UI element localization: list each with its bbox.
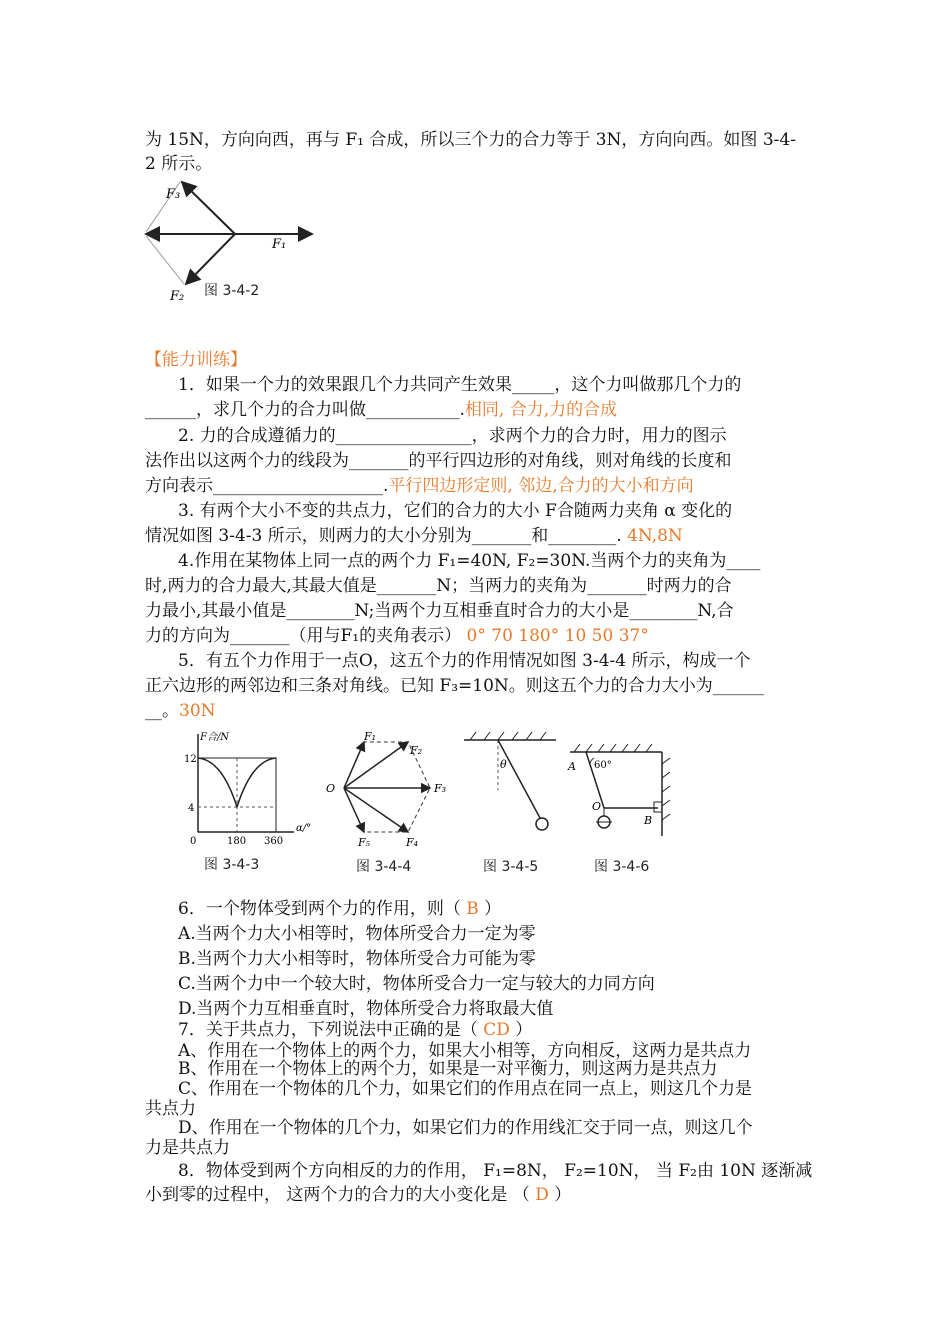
- q1-answer: 相同, 合力,力的合成: [464, 400, 618, 420]
- svg-text:F₂: F₂: [410, 744, 423, 757]
- q6-option-c: C.当两个力中一个较大时，物体所受合力一定与较大的力同方向: [178, 974, 655, 994]
- q4-line-1: 4.作用在某物体上同一点的两个力 F₁=40N, F₂=30N.当两个力的夹角为____: [178, 551, 761, 571]
- q7-stem: 7．关于共点力，下列说法中正确的是（ CD ）: [178, 1020, 533, 1040]
- q3-line-2: 情况如图 3-4-3 所示，则两力的大小分别为_______和________. 4N,8N: [145, 526, 683, 546]
- caption-3-4-4: 图 3-4-4: [356, 859, 412, 875]
- q2-answer: 平行四边形定则, 邻边,合力的大小和方向: [388, 476, 694, 496]
- q4-line-2: 时,两力的合力最大,其最大值是_______N；当两力的夹角为_______时两力的合: [145, 576, 732, 596]
- q5-line-2: 正六边形的两邻边和三条对角线。已知 F₃=10N。则这五个力的合力大小为______: [145, 676, 764, 696]
- q6-option-a: A.当两个力大小相等时，物体所受合力一定为零: [178, 924, 536, 944]
- q7-option-d-2: 力是共点力: [145, 1138, 230, 1158]
- q5-line-3: __。30N: [145, 701, 216, 721]
- pendulum-bob: [536, 818, 548, 830]
- svg-text:4: 4: [188, 803, 195, 814]
- figure-3-4-4: [322, 728, 452, 848]
- svg-text:θ: θ: [500, 758, 507, 771]
- svg-text:360: 360: [264, 836, 284, 847]
- q3-answer: 4N,8N: [627, 526, 683, 546]
- q6-option-d: D.当两个力互相垂直时，物体所受合力将取最大值: [178, 999, 554, 1019]
- intro-line-1: 为 15N，方向向西，再与 F₁ 合成，所以三个力的合力等于 3N，方向向西。如图 3-4-: [145, 130, 796, 150]
- svg-text:F合/N: F合/N: [200, 732, 230, 743]
- pendulum-string: [498, 740, 540, 818]
- q8-answer: D: [535, 1185, 549, 1205]
- caption-3-4-3: 图 3-4-3: [204, 857, 260, 873]
- q7-option-c-2: 共点力: [145, 1099, 196, 1119]
- svg-text:F₃: F₃: [434, 782, 447, 795]
- q8-line-1: 8．物体受到两个方向相反的力的作用， F₁=8N， F₂=10N， 当 F₂由 10N 逐渐减: [178, 1161, 813, 1181]
- q4-line-3: 力最小,其最小值是________N;当两个力互相垂直时合力的大小是________N,合: [145, 601, 734, 621]
- svg-text:180: 180: [227, 836, 247, 847]
- q6-answer: B: [466, 899, 479, 919]
- q7-option-d-1: D、作用在一个物体的几个力，如果它们力的作用线汇交于同一点，则这几个: [178, 1118, 753, 1138]
- q8-line-2: 小到零的过程中， 这两个力的合力的大小变化是 （ D ）: [145, 1185, 572, 1205]
- svg-text:F₅: F₅: [358, 836, 371, 848]
- svg-text:12: 12: [184, 754, 197, 765]
- caption-3-4-5: 图 3-4-5: [483, 859, 539, 875]
- q1-line-1: 1．如果一个力的效果跟几个力共同产生效果_____，这个力叫做那几个力的: [178, 375, 742, 395]
- figure-3-4-5: [460, 728, 570, 848]
- q4-answer: 0° 70 180° 10 50 37°: [466, 626, 649, 646]
- caption-3-4-2: 图 3-4-2: [204, 283, 260, 299]
- f3-vector: [182, 182, 235, 234]
- label-f3: F₃: [166, 187, 181, 202]
- figure-3-4-3: [182, 728, 322, 848]
- svg-text:0: 0: [190, 836, 197, 847]
- q6-stem: 6．一个物体受到两个力的作用，则（ B ）: [178, 899, 502, 919]
- q7-option-a: A、作用在一个物体上的两个力，如果大小相等，方向相反，这两力是共点力: [178, 1041, 752, 1061]
- svg-text:α/°: α/°: [296, 823, 312, 834]
- section-title: 【能力训练】: [145, 350, 247, 370]
- caption-3-4-6: 图 3-4-6: [594, 859, 650, 875]
- svg-text:O: O: [592, 800, 602, 813]
- q3-line-1: 3. 有两个大小不变的共点力，它们的合力的大小 F合随两力夹角 α 变化的: [178, 501, 733, 521]
- svg-text:F₄: F₄: [406, 836, 419, 848]
- intro-line-2: 2 所示。: [145, 154, 213, 174]
- svg-text:60°: 60°: [594, 760, 612, 771]
- q2-line-1: 2. 力的合成遵循力的________________，求两个力的合力时，用力的图示: [178, 426, 727, 446]
- svg-text:O: O: [326, 782, 336, 795]
- q1-line-2: ______，求几个力的合力叫做___________.相同, 合力,力的合成: [145, 400, 618, 420]
- q4-line-4: 力的方向为_______（用与F₁的夹角表示） 0° 70 180° 10 50 37°: [145, 626, 649, 646]
- q6-option-b: B.当两个力大小相等时，物体所受合力可能为零: [178, 949, 536, 969]
- svg-text:F₁: F₁: [364, 730, 377, 743]
- q2-line-2: 法作出以这两个力的线段为_______的平行四边形的对角线，则对角线的长度和: [145, 451, 732, 471]
- q5-line-1: 5．有五个力作用于一点O，这五个力的作用情况如图 3-4-4 所示，构成一个: [178, 651, 751, 671]
- figure-3-4-6: [566, 738, 676, 848]
- q7-option-b: B、作用在一个物体上的两个力，如果是一对平衡力，则这两力是共点力: [178, 1059, 718, 1079]
- q5-answer: 30N: [179, 701, 216, 721]
- f2-vector: [186, 234, 235, 284]
- q2-line-3: 方向表示____________________.平行四边形定则, 邻边,合力的大小和方向: [145, 476, 694, 496]
- svg-text:B: B: [644, 814, 653, 827]
- label-f2: F₂: [170, 289, 185, 304]
- q7-option-c-1: C、作用在一个物体的几个力，如果它们的作用点在同一点上，则这几个力是: [178, 1079, 753, 1099]
- svg-text:A: A: [568, 760, 576, 773]
- label-f1: F₁: [272, 237, 287, 252]
- q7-answer: CD: [483, 1020, 510, 1040]
